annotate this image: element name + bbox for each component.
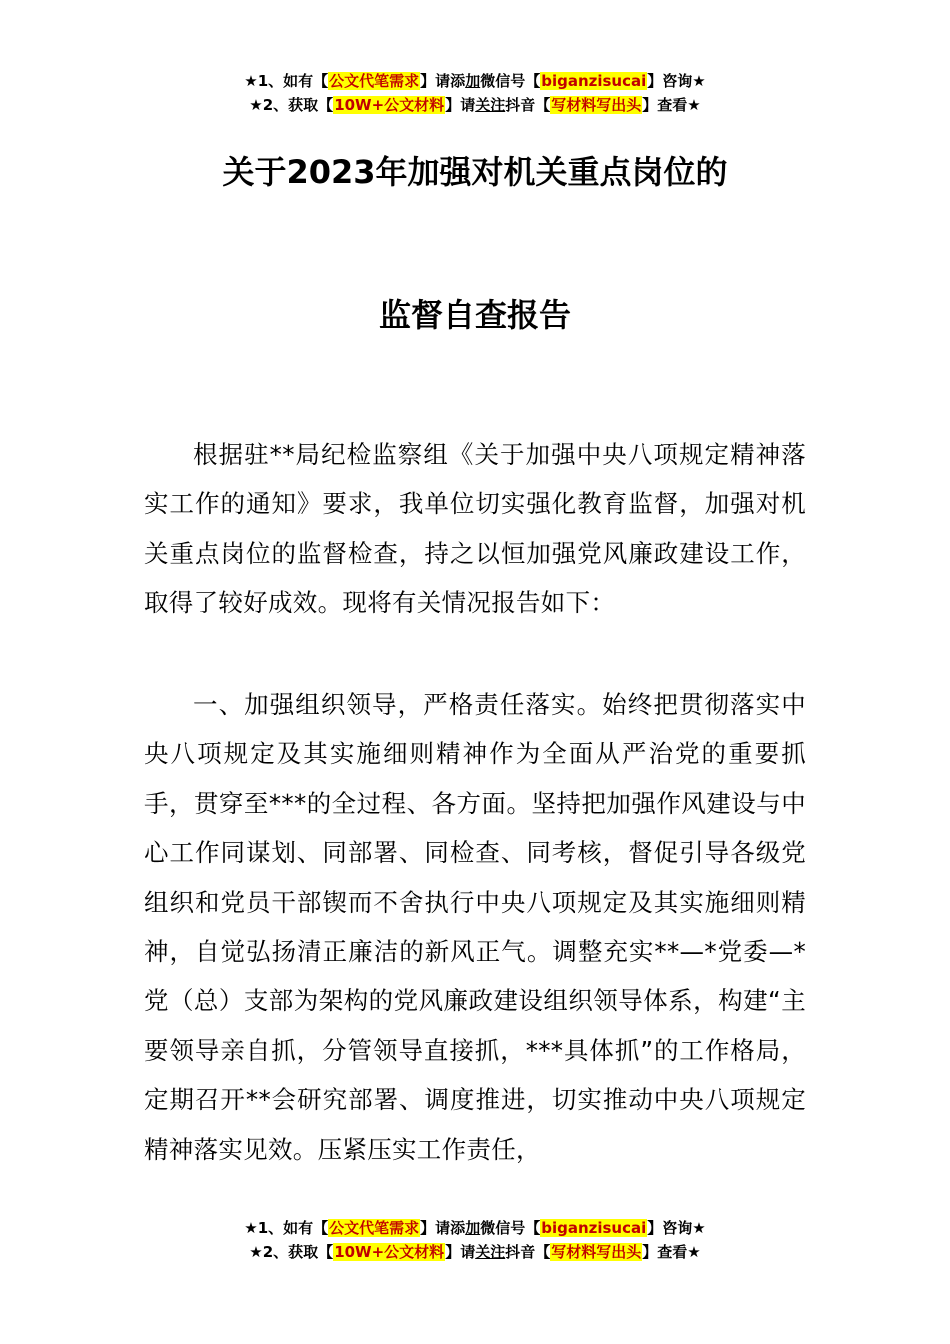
ad-highlight: 公文代笔需求 [329, 72, 420, 90]
footer-ad-banner [0, 1216, 950, 1264]
ad-line-1: ★1、如有【公文代笔需求】请添加微信号【biganzisucai】咨询★ [244, 72, 706, 90]
body-paragraph-intro: 根据驻**局纪检监察组《关于加强中央八项规定精神落实工作的通知》要求，我单位切实强化教育监督，加强对机关重点岗位的监督检查，持之以恒加强党风廉政建设工作，取得了较好成效。现将有关情况报告如下： [144, 440, 806, 618]
ad-highlight: 写材料写出头 [551, 96, 642, 114]
ad-highlight: biganzisucai [541, 1219, 647, 1237]
ad-line-1: ★1、如有【公文代笔需求】请添加微信号【biganzisucai】咨询★ [244, 1219, 706, 1237]
ad-highlight: 10W+公文材料 [334, 1243, 445, 1261]
ad-highlight: 10W+公文材料 [334, 96, 445, 114]
ad-highlight: 写材料写出头 [551, 1243, 642, 1261]
header-ad-banner [0, 69, 950, 117]
document-title-line-1: 关于2023年加强对机关重点岗位的 [222, 153, 728, 191]
ad-line-2: ★2、获取【10W+公文材料】请关注抖音【写材料写出头】查看★ [249, 96, 701, 114]
body-paragraph-section-1: 一、加强组织领导，严格责任落实。始终把贯彻落实中央八项规定及其实施细则精神作为全面从严治党的重要抓手，贯穿至***的全过程、各方面。坚持把加强作风建设与中心工作同谋划、同部署、同检查、同考核，督促引导各级党组织和党员干部锲而不舍执行中央八项规定及其实施细则精神，自觉弘扬清正廉洁的新风正气。调整充实**—*党委—*党（总）支部为架构的党风廉政建设组织领导体系，构建“主要领导亲自抓，分管领导直接抓，***具体抓”的工作格局，定期召开**会研究部署、调度推进，切实推动中央八项规定精神落实见效。压紧压实工作责任， [144, 690, 806, 1164]
ad-highlight: 公文代笔需求 [329, 1219, 420, 1237]
ad-highlight: biganzisucai [541, 72, 647, 90]
ad-line-2: ★2、获取【10W+公文材料】请关注抖音【写材料写出头】查看★ [249, 1243, 701, 1261]
document-title-line-2: 监督自查报告 [378, 296, 571, 334]
